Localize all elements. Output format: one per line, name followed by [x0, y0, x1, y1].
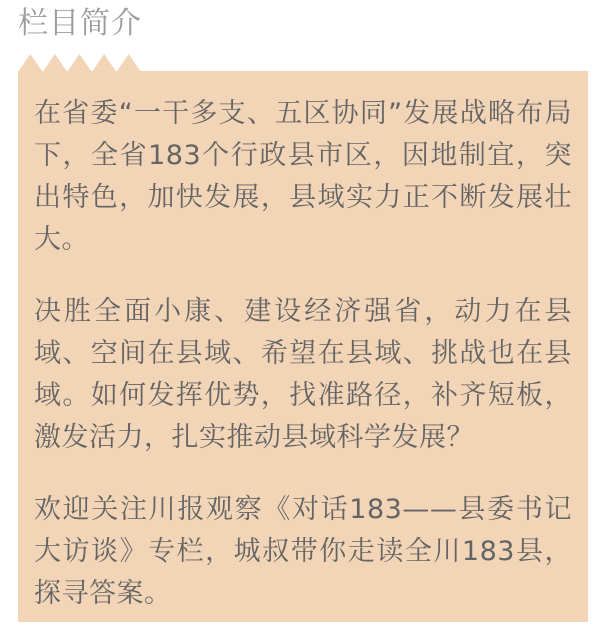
page-title: 栏目简介	[18, 6, 142, 41]
intro-paragraph-strategy: 在省委“一干多支、五区协同”发展战略布局下，全省183个行政县市区，因地制宜，突出特色，加快发展，县域实力正不断发展壮大。	[34, 98, 572, 255]
intro-panel	[18, 71, 588, 622]
intro-paragraph-county-development: 决胜全面小康、建设经济强省，动力在县域、空间在县域、希望在县域、挑战也在县域。如何发挥优势，找准路径，补齐短板，激发活力，扎实推动县域科学发展？	[34, 296, 572, 453]
intro-paragraph-column-invite: 欢迎关注川报观察《对话183——县委书记大访谈》专栏，城叔带你走读全川183县，探寻答案。	[34, 494, 572, 609]
zigzag-decoration	[18, 54, 141, 72]
